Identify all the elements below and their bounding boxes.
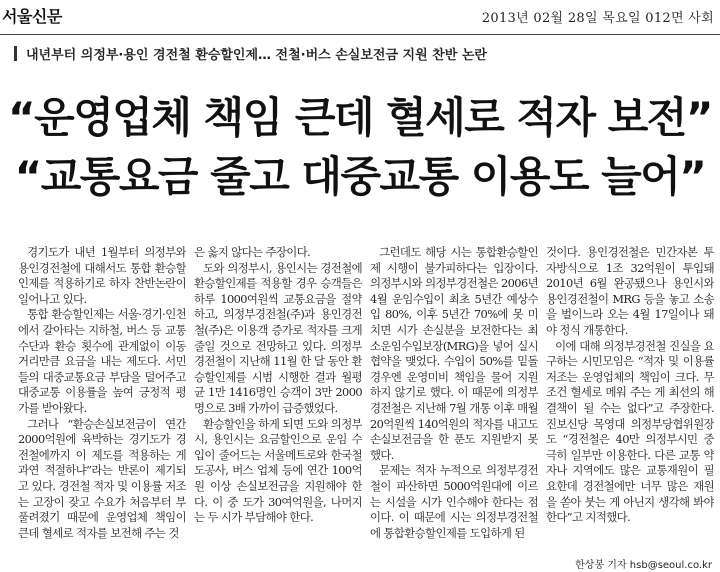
- headline-line-1: “운영업체 책임 큰데 혈세로 적자 보전”: [8, 93, 712, 142]
- article-paragraph: 은 옳지 않다는 주장이다.: [194, 245, 311, 259]
- kicker: [14, 44, 714, 66]
- article-column-3: [370, 245, 538, 557]
- article-body: [18, 245, 714, 557]
- article-paragraph: 환승할인을 하게 되면 도와 의정부시, 용인시는 요금할인으로 운임 수입이 줄어드는 서울메트로와 한국철도공사, 버스 업체 등에 연간 100억원 이상 손실보전금을 지원해야 한다. 이 중 도가 30여억원을, 나머지는 두 시가 부담해야 한다.: [194, 416, 362, 525]
- article-paragraph: 통합 환승할인제는 서울·경기·인천에서 갈아타는 지하철, 버스 등 교통수단과 환승 횟수에 관계없이 이동거리만큼 요금을 내는 제도다. 서민들의 대중교통요금 부담을 덜어주고 대중교통 이용률을 높여 긍정적 평가를 받아왔다.: [18, 307, 186, 415]
- article-paragraph: 것이다. 용인경전철은 민간자본 투자방식으로 1조 32억원이 투입돼 2010년 6월 완공됐으나 용인시와 용인경전철이 MRG 등을 놓고 소송을 벌이느라 오는 4월 17일이나 돼야 정식 개통한다.: [546, 245, 714, 337]
- masthead: [0, 0, 720, 34]
- dateline: 2013년 02월 28일 목요일 012면 사회: [481, 11, 714, 26]
- kicker-text: 내년부터 의정부·용인 경전철 환승할인제… 전철·버스 손실보전금 지원 찬반 논란: [26, 48, 487, 63]
- article-paragraph: 그러나 “환승손실보전금이 연간 2000억원에 육박하는 경기도가 경전철에까지 이 제도를 적용하는 게 과연 적절하냐”라는 반론이 제기되고 있다. 경전철 적자 및 이용률 저조는 고장이 잦고 수요가 처음부터 부풀려졌기 때문에 운영업체 책임이 큰데 혈세로 적자를 보전해 주는 것: [18, 416, 186, 540]
- article-paragraph: 문제는 적자 누적으로 의정부경전철이 파산하면 5000억원대에 이르는 시설을 시가 인수해야 한다는 점이다. 이 때문에 시는 의정부경전철에 통합환승할인제를 도입하게 된: [370, 463, 538, 540]
- article-column-2: [194, 245, 362, 557]
- article-paragraph: 이에 대해 의정부경전철 진실을 요구하는 시민모임은 “적자 및 이용률 저조는 운영업체의 책임이 크다. 무조건 혈세로 메워 주는 게 최선의 해결책이 될 수는 없다”고 주장한다. 진보신당 목영대 의정부당협위원장도 “경전철은 40만 의정부시민 중 극히 일부만 이용한다. 다른 교통 약자나 지역에도 많은 교통재원이 필요한데 경전철에만 너무 많은 재원을 쏟아 붓는 게 아닌지 생각해 봐야 한다”고 지적했다.: [546, 338, 714, 525]
- masthead-rule: [0, 34, 720, 35]
- article-paragraph: 도와 의정부시, 용인시는 경전철에 환승할인제를 적용할 경우 승객들은 하루 1000여원씩 교통요금을 절약하고, 의정부경전철(주)과 용인경전철(주)은 이용객 증가로 적자를 크게 줄일 것으로 전망하고 있다. 의정부경전철이 지난해 11월 한 달 동안 환승할인제를 시범 시행한 결과 월평균 1만 1416명인 승객이 3만 2000명으로 3배 가까이 급증했었다.: [194, 260, 362, 415]
- byline: 한상봉 기자 hsb@seoul.co.kr: [575, 560, 712, 571]
- headline-line-2: “교통요금 줄고 대중교통 이용도 늘어”: [14, 152, 706, 201]
- kicker-bar-icon: [14, 46, 17, 61]
- article-paragraph: 경기도가 내년 1월부터 의정부와 용인경전철에 대해서도 통합 환승할인제를 적용하기로 하자 찬반논란이 일어나고 있다.: [18, 245, 186, 306]
- article-column-1: [18, 245, 186, 557]
- article-column-4: [546, 245, 714, 557]
- article-paragraph: 그런데도 해당 시는 통합환승할인제 시행이 불가피하다는 입장이다. 의정부시와 의정부경전철은 2006년 4월 운임수입이 최초 5년간 예상수입 80%, 이후 5년간 70%에 못 미치면 시가 손실분을 보전한다는 최소운임수입보장(MRG)을 넣어 실시협약을 맺었다. 수입이 50%를 밑돌 경우엔 운영미비 책임을 물어 지원하지 않기로 했다. 이 때문에 의정부경전철은 지난해 7월 개통 이후 매월 20억원씩 140억원의 적자를 내고도 손실보전금을 한 푼도 지원받지 못했다.: [370, 245, 538, 462]
- newspaper-logo: 서울신문: [2, 7, 62, 26]
